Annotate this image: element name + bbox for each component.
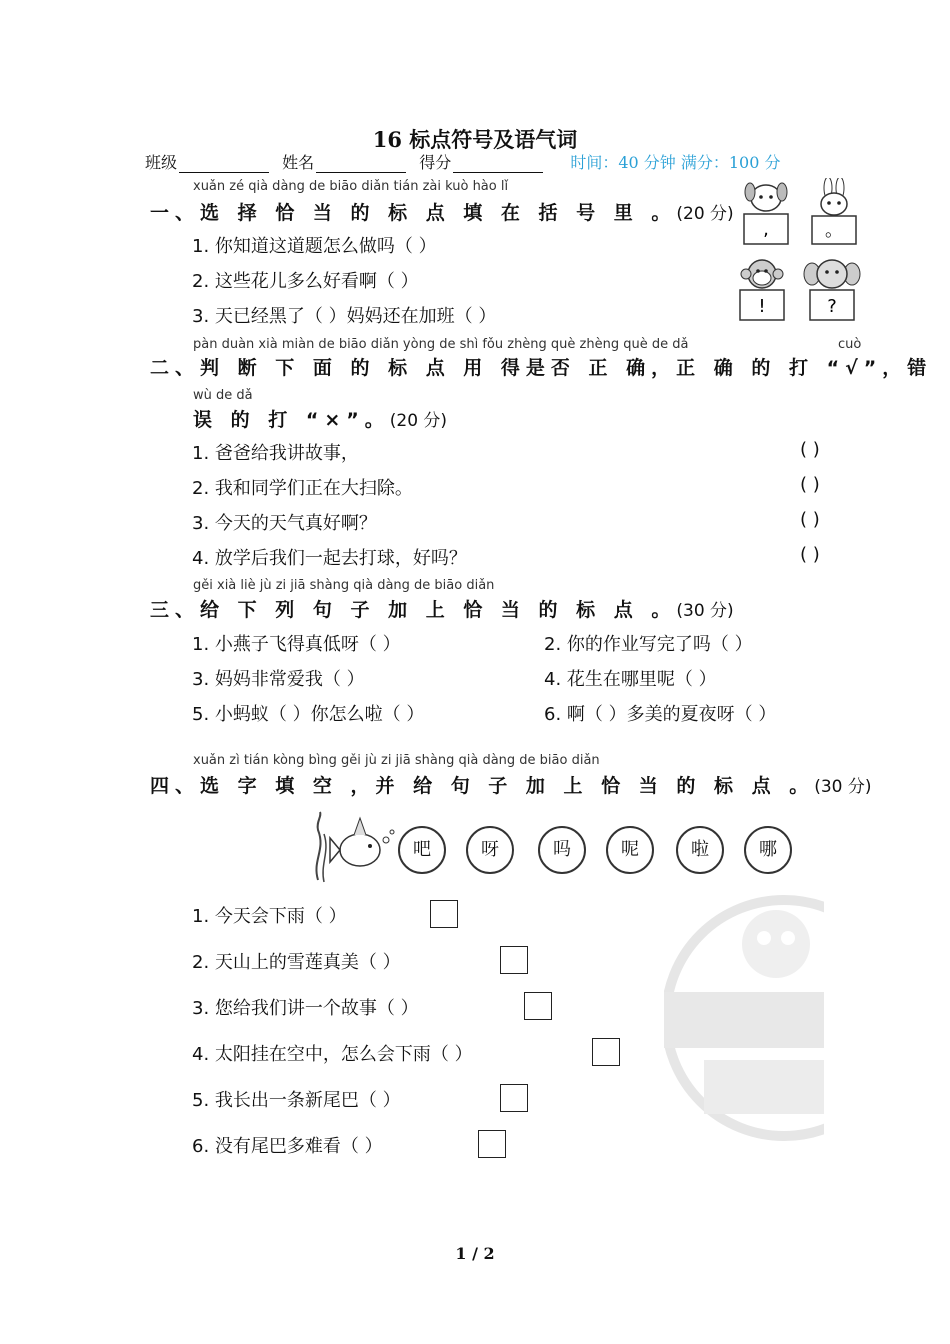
section3-item-3: 3. 妈妈非常爱我（ ） (192, 669, 365, 690)
section4-points: (30 分) (814, 777, 872, 797)
section3-heading-text: 三、给 下 列 句 子 加 上 恰 当 的 标 点 。 (150, 599, 677, 621)
name-label: 姓名 (282, 153, 315, 172)
section4-item-3: 3. 您给我们讲一个故事（ ） (192, 998, 419, 1019)
section2-pinyin-1: pàn duàn xià miàn de biāo diǎn yòng de shì fǒu zhèng què zhèng què de dǎ (193, 337, 689, 352)
page-number: 1 / 2 (455, 1244, 495, 1263)
section1-item-1: 1. 你知道这道题怎么做吗（ ） (192, 236, 437, 257)
section2-item-4: 4. 放学后我们一起去打球，好吗？ (192, 548, 467, 569)
section2-item-1: 1. 爸爸给我讲故事， (192, 443, 359, 464)
section3-heading (150, 595, 734, 622)
section4-item-6: 6. 没有尾巴多难看（ ） (192, 1136, 383, 1157)
time-info: 时间：40 分钟 满分：100 分 (570, 153, 781, 172)
section2-answer-4[interactable]: ( ) (800, 544, 820, 565)
section2-item-2: 2. 我和同学们正在大扫除。 (192, 478, 413, 499)
score-blank[interactable] (453, 154, 543, 173)
section4-answer-box-5[interactable] (500, 1084, 528, 1112)
section2-answer-2[interactable]: ( ) (800, 474, 820, 495)
section4-pinyin: xuǎn zì tián kòng bìng gěi jù zi jiā shàng qià dàng de biāo diǎn (193, 753, 600, 768)
section2-heading-1: 二、判 断 下 面 的 标 点 用 得是否 正 确，正 确 的 打 “√”，错 (150, 357, 933, 379)
section1-heading (150, 198, 734, 225)
section4-heading-text: 四、选 字 填 空 ，并 给 句 子 加 上 恰 当 的 标 点 。 (150, 775, 815, 797)
section4-item-5: 5. 我长出一条新尾巴（ ） (192, 1090, 401, 1111)
section3-item-4: 4. 花生在哪里呢（ ） (544, 669, 717, 690)
section2-pinyin-2: wù de dǎ (193, 388, 253, 403)
section3-item-5: 5. 小蚂蚁（ ）你怎么啦（ ） (192, 704, 425, 725)
word-bubble-ya: 呀 (466, 826, 514, 874)
section4-answer-box-6[interactable] (478, 1130, 506, 1158)
word-bubble-ba: 吧 (398, 826, 446, 874)
section3-item-2: 2. 你的作业写完了吗（ ） (544, 634, 753, 655)
section2-item-3: 3. 今天的天气真好啊？ (192, 513, 377, 534)
section2-heading-2 (193, 405, 447, 432)
section4-heading (150, 771, 872, 798)
section1-item-2: 2. 这些花儿多么好看啊（ ） (192, 271, 419, 292)
score-label: 得分 (419, 153, 452, 172)
section1-item-3: 3. 天已经黑了（ ）妈妈还在加班（ ） (192, 306, 497, 327)
rabbit-period-illustration (806, 178, 862, 250)
word-bubble-la: 啦 (676, 826, 724, 874)
word-bubble-na: 哪 (744, 826, 792, 874)
info-line (145, 150, 781, 173)
class-label: 班级 (145, 153, 178, 172)
period-sign: 。 (825, 220, 843, 241)
name-blank[interactable] (316, 154, 406, 173)
section2-answer-3[interactable]: ( ) (800, 509, 820, 530)
section3-points: (30 分) (676, 601, 734, 621)
section2-answer-1[interactable]: ( ) (800, 439, 820, 460)
section3-item-6: 6. 啊（ ）多美的夏夜呀（ ） (544, 704, 777, 725)
section1-points: (20 分) (676, 204, 734, 224)
watermark-logo (664, 888, 824, 1148)
class-blank[interactable] (179, 154, 269, 173)
word-bubble-ma: 吗 (538, 826, 586, 874)
section4-answer-box-3[interactable] (524, 992, 552, 1020)
section1-heading-text: 一、选 择 恰 当 的 标 点 填 在 括 号 里 。 (150, 202, 677, 224)
section4-item-2: 2. 天山上的雪莲真美（ ） (192, 952, 401, 973)
exclamation-sign: ! (758, 296, 766, 317)
section4-answer-box-4[interactable] (592, 1038, 620, 1066)
elephant-question-illustration (802, 256, 862, 324)
page-title: 16 标点符号及语气词 (372, 127, 578, 152)
section2-heading-2-text: 误 的 打 “×”。 (193, 409, 390, 431)
comma-sign: , (763, 219, 769, 240)
section3-item-1: 1. 小燕子飞得真低呀（ ） (192, 634, 401, 655)
section3-pinyin: gěi xià liè jù zi jiā shàng qià dàng de biāo diǎn (193, 578, 495, 593)
fish-illustration (308, 810, 400, 886)
section1-pinyin: xuǎn zé qià dàng de biāo diǎn tián zài kuò hào lǐ (193, 179, 509, 194)
question-sign: ? (827, 296, 837, 317)
word-bubble-ne: 呢 (606, 826, 654, 874)
section2-pinyin-cuo: cuò (838, 337, 862, 352)
section4-answer-box-1[interactable] (430, 900, 458, 928)
section4-item-1: 1. 今天会下雨（ ） (192, 906, 347, 927)
section2-points: (20 分) (389, 411, 448, 431)
dog-comma-illustration (738, 178, 794, 250)
section4-answer-box-2[interactable] (500, 946, 528, 974)
section4-item-4: 4. 太阳挂在空中，怎么会下雨（ ） (192, 1044, 473, 1065)
monkey-exclamation-illustration (734, 256, 790, 324)
